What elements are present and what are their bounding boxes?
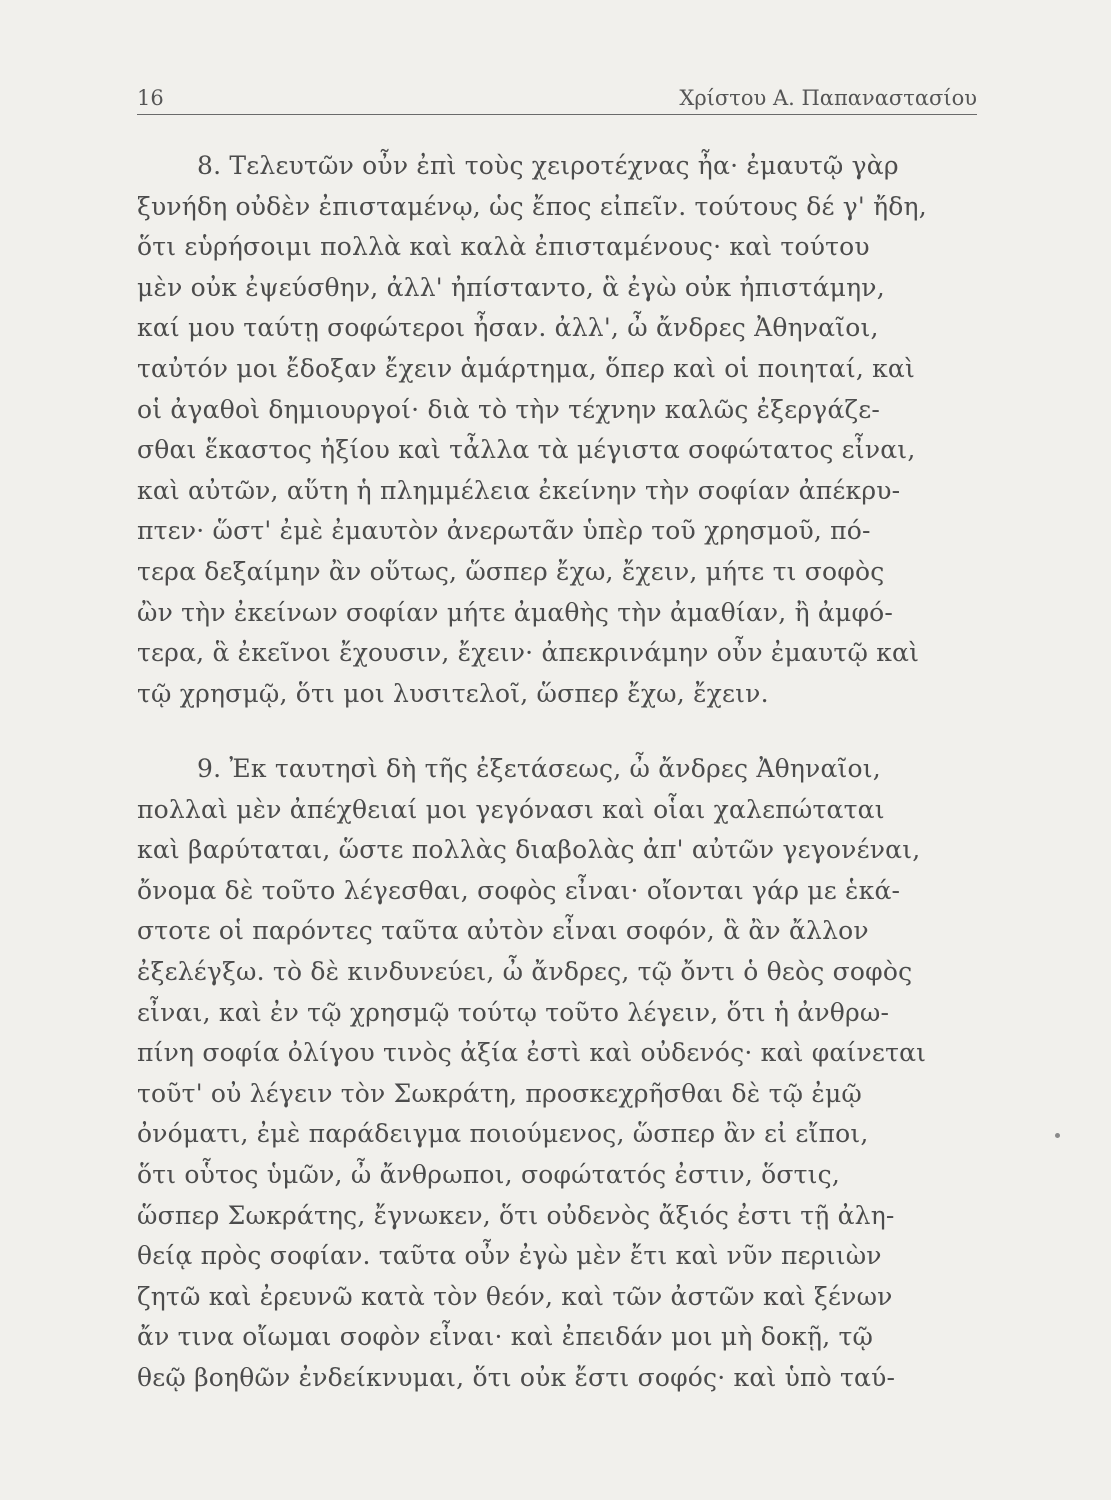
text-line: ἄν τινα οἴωμαι σοφὸν εἶναι· καὶ ἐπειδάν μοι μὴ δοκῇ, τῷ bbox=[137, 1322, 874, 1352]
text-line: τοῦτ' οὐ λέγειν τὸν Σωκράτη, προσκεχρῆσθαι δὲ τῷ ἐμῷ bbox=[137, 1078, 862, 1108]
text-line: καὶ βαρύταται, ὥστε πολλὰς διαβολὰς ἀπ' αὐτῶν γεγονέναι, bbox=[137, 835, 921, 865]
text-line: στοτε οἱ παρόντες ταῦτα αὐτὸν εἶναι σοφόν, ἃ ἂν ἄλλον bbox=[137, 916, 869, 946]
text-line: ὄνομα δὲ τοῦτο λέγεσθαι, σοφὸς εἶναι· οἴονται γάρ με ἑκά- bbox=[137, 875, 901, 905]
text-line: καί μου ταύτῃ σοφώτεροι ἦσαν. ἀλλ', ὦ ἄνδρες Ἀθηναῖοι, bbox=[137, 313, 879, 343]
text-line: οἱ ἀγαθοὶ δημιουργοί· διὰ τὸ τὴν τέχνην καλῶς ἐξεργάζε- bbox=[137, 394, 881, 424]
paragraph-8 bbox=[137, 146, 987, 714]
header-rule bbox=[137, 114, 977, 115]
text-line: τῷ χρησμῷ, ὅτι μοι λυσιτελοῖ, ὥσπερ ἔχω, ἔχειν. bbox=[137, 678, 769, 708]
text-line: 9. Ἐκ ταυτησὶ δὴ τῆς ἐξετάσεως, ὦ ἄνδρες Ἀθηναῖοι, bbox=[197, 754, 881, 783]
ink-speck bbox=[1055, 1133, 1060, 1138]
text-line: πολλαὶ μὲν ἀπέχθειαί μοι γεγόνασι καὶ οἷαι χαλεπώταται bbox=[137, 794, 885, 824]
text-line: ὥσπερ Σωκράτης, ἔγνωκεν, ὅτι οὐδενὸς ἄξιός ἐστι τῇ ἀλη- bbox=[137, 1200, 895, 1230]
text-line: ὢν τὴν ἐκείνων σοφίαν μήτε ἀμαθὴς τὴν ἀμαθίαν, ἢ ἀμφό- bbox=[137, 597, 894, 627]
running-head: Χρίστου Α. Παπαναστασίου bbox=[679, 86, 977, 110]
text-line: 8. Τελευτῶν οὖν ἐπὶ τοὺς χειροτέχνας ἦα· ἐμαυτῷ γὰρ bbox=[197, 151, 899, 180]
text-line: ξυνήδη οὐδὲν ἐπισταμένῳ, ὡς ἔπος εἰπεῖν. τούτους δέ γ' ἤδη, bbox=[137, 191, 927, 221]
paragraph-9 bbox=[137, 749, 987, 1399]
text-line: ὀνόματι, ἐμὲ παράδειγμα ποιούμενος, ὥσπερ ἂν εἰ εἴποι, bbox=[137, 1119, 869, 1149]
page-number: 16 bbox=[137, 86, 164, 110]
text-line: θείᾳ πρὸς σοφίαν. ταῦτα οὖν ἐγὼ μὲν ἔτι καὶ νῦν περιιὼν bbox=[137, 1241, 882, 1271]
text-line: μὲν οὐκ ἐψεύσθην, ἀλλ' ἠπίσταντο, ἃ ἐγὼ οὐκ ἠπιστάμην, bbox=[137, 272, 885, 302]
text-line: εἶναι, καὶ ἐν τῷ χρησμῷ τούτῳ τοῦτο λέγειν, ὅτι ἡ ἀνθρω- bbox=[137, 997, 890, 1027]
text-line: ὅτι εὑρήσοιμι πολλὰ καὶ καλὰ ἐπισταμένους· καὶ τούτου bbox=[137, 232, 870, 262]
text-line: θεῷ βοηθῶν ἐνδείκνυμαι, ὅτι οὐκ ἔστι σοφός· καὶ ὑπὸ ταύ- bbox=[137, 1362, 896, 1392]
text-line: πτεν· ὥστ' ἐμὲ ἐμαυτὸν ἀνερωτᾶν ὑπὲρ τοῦ χρησμοῦ, πό- bbox=[137, 516, 871, 546]
text-line: ὅτι οὗτος ὑμῶν, ὦ ἄνθρωποι, σοφώτατός ἐστιν, ὅστις, bbox=[137, 1159, 841, 1189]
page-header bbox=[137, 80, 977, 116]
text-line: τερα δεξαίμην ἂν οὕτως, ὥσπερ ἔχω, ἔχειν, μήτε τι σοφὸς bbox=[137, 556, 885, 586]
text-line: ταὐτόν μοι ἔδοξαν ἔχειν ἁμάρτημα, ὅπερ καὶ οἱ ποιηταί, καὶ bbox=[137, 353, 916, 383]
text-line: ἐξελέγξω. τὸ δὲ κινδυνεύει, ὦ ἄνδρες, τῷ ὄντι ὁ θεὸς σοφὸς bbox=[137, 956, 913, 986]
text-line: τερα, ἃ ἐκεῖνοι ἔχουσιν, ἔχειν· ἀπεκρινάμην οὖν ἐμαυτῷ καὶ bbox=[137, 638, 920, 668]
text-line: ζητῶ καὶ ἐρευνῶ κατὰ τὸν θεόν, καὶ τῶν ἀστῶν καὶ ξένων bbox=[137, 1281, 893, 1311]
text-line: σθαι ἕκαστος ἠξίου καὶ τἆλλα τὰ μέγιστα σοφώτατος εἶναι, bbox=[137, 435, 916, 465]
text-line: πίνη σοφία ὀλίγου τινὸς ἀξία ἐστὶ καὶ οὐδενός· καὶ φαίνεται bbox=[137, 1038, 927, 1068]
text-line: καὶ αὐτῶν, αὕτη ἡ πλημμέλεια ἐκείνην τὴν σοφίαν ἀπέκρυ- bbox=[137, 475, 901, 505]
